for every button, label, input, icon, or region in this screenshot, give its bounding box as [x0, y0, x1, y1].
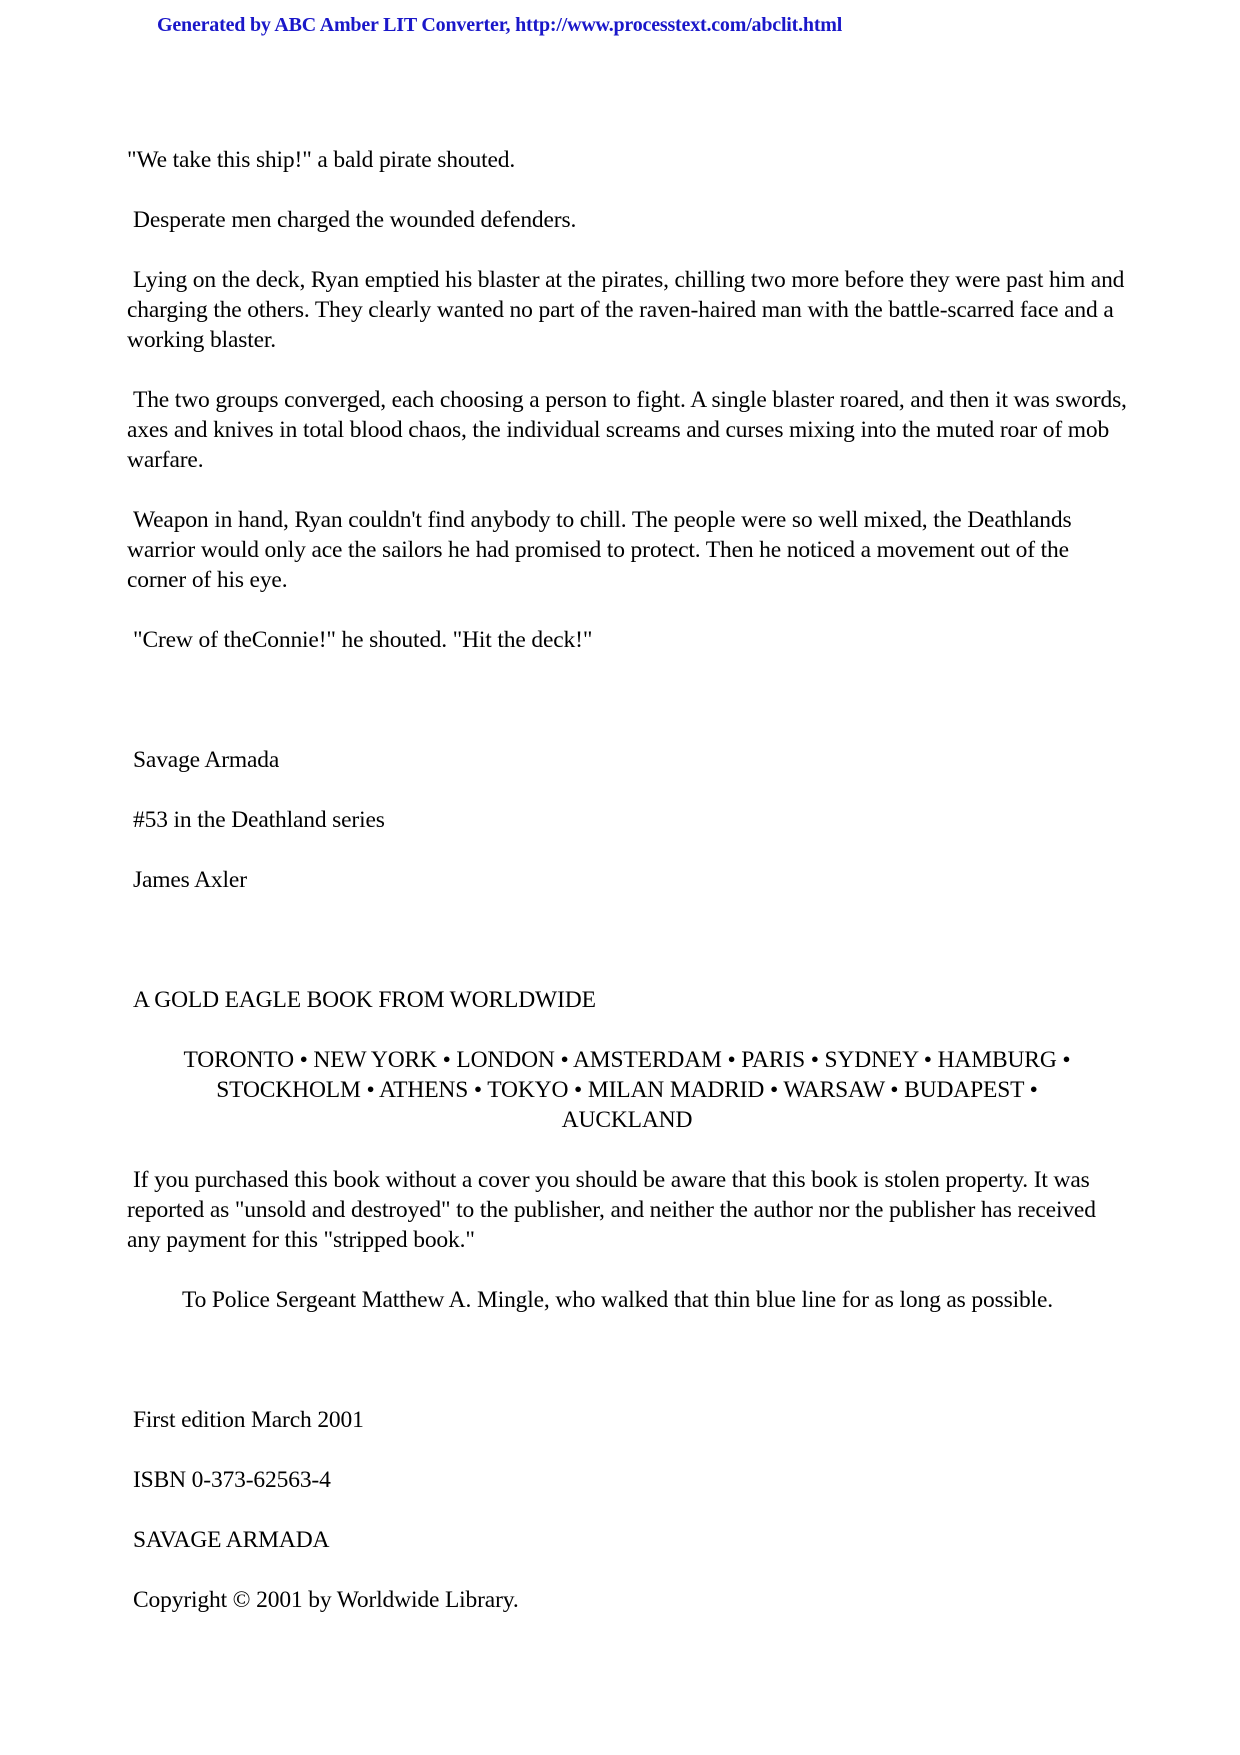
author-name: James Axler — [133, 867, 247, 893]
paragraph-groups-converged: The two groups converged, each choosing a person to fight. A single blaster roared, and then it was swords, axes and knives in total blood chaos, the individual screams and curses mixing into the muted roar of mob warfare. — [127, 387, 1127, 473]
cities-line-3: AUCKLAND — [561, 1107, 693, 1133]
isbn-line: ISBN 0-373-62563-4 — [133, 1467, 331, 1493]
converter-notice-link[interactable]: Generated by ABC Amber LIT Converter, http://www.processtext.com/abclit.html — [157, 14, 843, 36]
stripped-book-notice: If you purchased this book without a cover you should be aware that this book is stolen property. It was reported as "unsold and destroyed" to the publisher, and neither the author nor the publisher has received any payment for this "stripped book." — [127, 1167, 1096, 1253]
document-body — [127, 145, 1127, 1645]
cities-line-1: TORONTO • NEW YORK • LONDON • AMSTERDAM • PARIS • SYDNEY • HAMBURG • — [183, 1047, 1071, 1073]
cities-line-2: STOCKHOLM • ATHENS • TOKYO • MILAN MADRID • WARSAW • BUDAPEST • — [216, 1077, 1038, 1103]
publisher-cities — [127, 1045, 1127, 1135]
series-line: #53 in the Deathland series — [133, 807, 385, 833]
copyright-line: Copyright © 2001 by Worldwide Library. — [133, 1587, 519, 1613]
publisher-line: A GOLD EAGLE BOOK FROM WORLDWIDE — [133, 987, 596, 1013]
paragraph-pirate-shout: "We take this ship!" a bald pirate shouted. — [127, 147, 516, 173]
book-title: Savage Armada — [133, 747, 280, 773]
paragraph-desperate-men: Desperate men charged the wounded defenders. — [133, 207, 577, 233]
paragraph-ryan-blaster: Lying on the deck, Ryan emptied his blaster at the pirates, chilling two more before they were past him and charging the others. They clearly wanted no part of the raven-haired man with the battle-scarred face and a working blaster. — [127, 267, 1125, 353]
edition-line: First edition March 2001 — [133, 1407, 364, 1433]
paragraph-weapon-in-hand: Weapon in hand, Ryan couldn't find anybody to chill. The people were so well mixed, the Deathlands warrior would only ace the sailors he had promised to protect. Then he noticed a movement out of the corner of his eye. — [127, 507, 1072, 593]
dedication: To Police Sergeant Matthew A. Mingle, who walked that thin blue line for as long as possible. — [182, 1287, 1053, 1313]
paragraph-crew-shout: "Crew of theConnie!" he shouted. "Hit the deck!" — [133, 627, 593, 653]
title-caps: SAVAGE ARMADA — [133, 1527, 330, 1553]
